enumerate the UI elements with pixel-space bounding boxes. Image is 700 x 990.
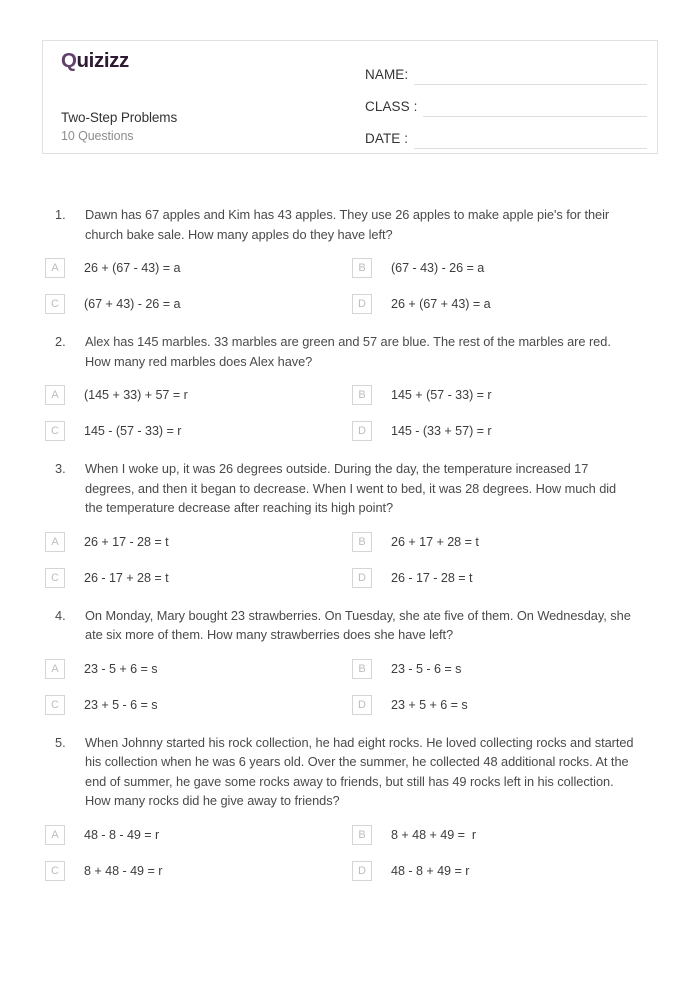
option-letter-c: C [45,294,65,314]
option-text-d: 23 + 5 + 6 = s [391,697,468,712]
option-letter-d: D [352,421,372,441]
answer-option-c[interactable] [45,292,352,316]
answer-option-c[interactable] [45,566,352,590]
question-text: Alex has 145 marbles. 33 marbles are green and 57 are blue. The rest of the marbles are red. How many red marbles does Alex have? [85,334,611,369]
worksheet-header-card [42,40,658,154]
option-text-b: 23 - 5 - 6 = s [391,661,462,676]
question-text: Dawn has 67 apples and Kim has 43 apples. They use 26 apples to make apple pie's for their church bake sale. How many apples do they have left? [85,207,610,242]
option-letter-d: D [352,695,372,715]
date-field-row [365,118,647,149]
question-text: On Monday, Mary bought 23 strawberries. On Tuesday, she ate five of them. On Wednesday, she ate six more of them. How many strawberries does she have left? [85,607,631,642]
answer-option-a[interactable] [45,256,352,280]
name-field-label: NAME: [365,67,409,82]
option-text-c: 145 - (57 - 33) = r [84,424,182,438]
question-item [0,733,700,883]
option-letter-d: D [352,568,372,588]
question-header [55,332,700,371]
answer-option-d[interactable] [352,419,659,443]
option-letter-c: C [45,695,65,715]
name-field-row [365,54,647,85]
question-count-label: 10 Questions [61,129,134,143]
question-number: 2. [55,334,66,349]
answer-option-a[interactable] [45,383,352,407]
option-text-c: 23 + 5 - 6 = s [84,697,158,712]
option-letter-a: A [45,385,65,405]
option-letter-b: B [352,825,372,845]
quizizz-logo [61,51,361,72]
option-text-b: (67 - 43) - 26 = a [391,261,485,275]
option-text-d: 48 - 8 + 49 = r [391,863,470,878]
option-text-c: 8 + 48 - 49 = r [84,863,163,878]
option-text-d: 145 - (33 + 57) = r [391,424,492,438]
question-number: 1. [55,207,66,222]
question-text: When Johnny started his rock collection, he had eight rocks. He loved collecting rocks and started his collection when he was 6 years old. Over the summer, he collected 48 additional rocks. At the end of summer, he gave some rocks away to friends, but still has 49 rocks left in his collection. How many rocks did he give away to friends? [85,734,634,808]
answer-option-b[interactable] [352,657,659,681]
option-text-b: 145 + (57 - 33) = r [391,388,492,402]
option-text-c: (67 + 43) - 26 = a [84,297,181,311]
answer-options [45,383,700,443]
answer-option-c[interactable] [45,859,352,883]
question-number: 3. [55,461,66,476]
option-text-a: 26 + (67 - 43) = a [84,261,181,275]
option-text-a: (145 + 33) + 57 = r [84,388,188,402]
answer-options [45,256,700,316]
page-title: Two-Step Problems [61,110,178,125]
answer-option-d[interactable] [352,693,659,717]
date-field-label: DATE : [365,131,409,146]
option-letter-c: C [45,861,65,881]
option-letter-b: B [352,659,372,679]
question-header [55,205,700,244]
option-letter-b: B [352,385,372,405]
questions-list [0,205,700,899]
question-item [0,459,700,590]
option-letter-a: A [45,825,65,845]
option-letter-a: A [45,258,65,278]
option-letter-d: D [352,294,372,314]
answer-option-b[interactable] [352,530,659,554]
option-letter-c: C [45,421,65,441]
class-field-label: CLASS : [365,99,418,114]
option-text-b: 8 + 48 + 49 = r [391,827,476,842]
option-text-a: 26 + 17 - 28 = t [84,534,169,549]
answer-options [45,823,700,883]
answer-option-d[interactable] [352,292,659,316]
student-info-fields [365,54,647,150]
question-item [0,606,700,717]
answer-options [45,657,700,717]
question-text: When I woke up, it was 26 degrees outside. During the day, the temperature increased 17 degrees, and then it began to decrease. When I went to bed, it was 28 degrees. How much did the temperature decrease after reaching its high point? [85,461,617,515]
class-input-line[interactable] [423,116,647,117]
answer-option-b[interactable] [352,823,659,847]
option-text-a: 23 - 5 + 6 = s [84,661,158,676]
class-field-row [365,86,647,117]
option-letter-b: B [352,258,372,278]
question-item [0,205,700,316]
option-text-d: 26 - 17 - 28 = t [391,570,473,585]
option-letter-d: D [352,861,372,881]
option-text-c: 26 - 17 + 28 = t [84,570,169,585]
name-input-line[interactable] [414,84,647,85]
answer-option-b[interactable] [352,256,659,280]
option-letter-a: A [45,659,65,679]
quizizz-logo-text: uizizz [76,49,129,72]
option-letter-a: A [45,532,65,552]
question-number: 4. [55,607,66,623]
option-text-b: 26 + 17 + 28 = t [391,534,479,549]
answer-option-c[interactable] [45,693,352,717]
question-number: 5. [55,734,66,750]
answer-option-a[interactable] [45,530,352,554]
answer-option-b[interactable] [352,383,659,407]
question-item [0,332,700,443]
question-header [55,733,700,811]
header-branding [61,51,361,72]
answer-option-a[interactable] [45,823,352,847]
option-letter-c: C [45,568,65,588]
answer-option-a[interactable] [45,657,352,681]
answer-option-c[interactable] [45,419,352,443]
option-letter-b: B [352,532,372,552]
option-text-a: 48 - 8 - 49 = r [84,827,160,842]
answer-option-d[interactable] [352,859,659,883]
question-header [55,459,700,518]
answer-options [45,530,700,590]
date-input-line[interactable] [414,148,647,149]
quizizz-logo-initial: Q [61,49,77,72]
answer-option-d[interactable] [352,566,659,590]
question-header [55,606,700,645]
option-text-d: 26 + (67 + 43) = a [391,297,491,311]
